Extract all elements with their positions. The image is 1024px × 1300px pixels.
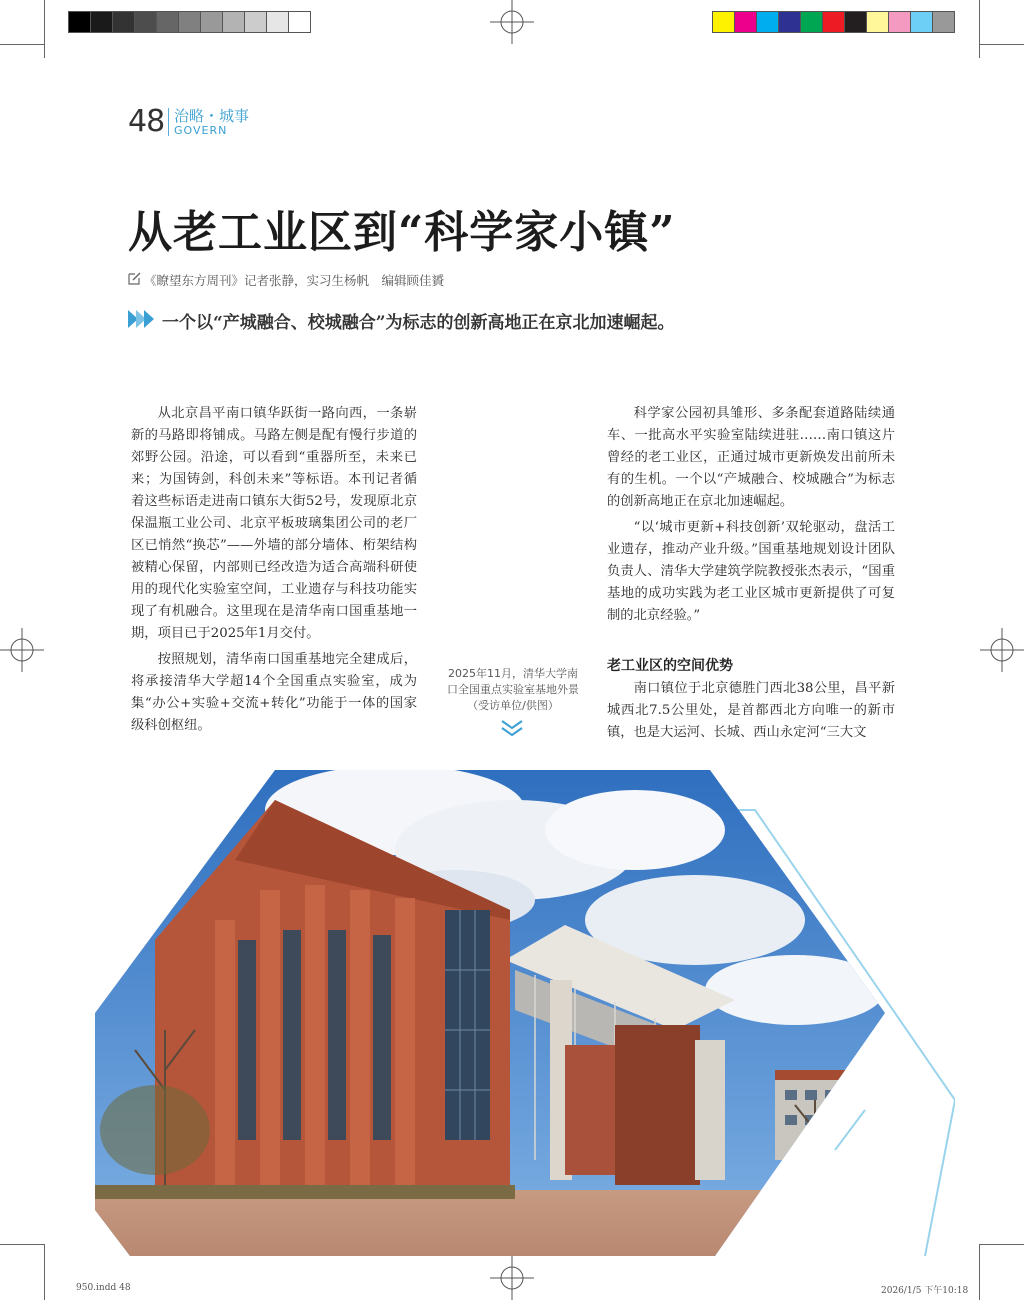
body-paragraph: 从北京昌平南口镇华跃街一路向西，一条崭新的马路即将铺成。马路左侧是配有慢行步道的郊野公园。沿途，可以看到“重器所至，未来已来；为国铸剑，科创未来”等标语。本刊记者循着这些标语走进南口镇东大街52号，发现原北京保温瓶工业公司、北京平板玻璃集团公司的老厂区已悄然“换芯”——外墙的部分墙体、桁架结构被精心保留，内部则已经改造为适合高端科研使用的现代化实验室空间，工业遗存与科技功能实现了有机融合。这里现在是清华南口国重基地一期，项目已于2025年1月交付。 — [131, 406, 417, 641]
article-lead: 一个以“产城融合、校城融合”为标志的创新高地正在京北加速崛起。 — [162, 313, 675, 333]
footer-timestamp: 2026/1/5 下午10:18 — [881, 1286, 969, 1296]
byline: 《瞭望东方周刊》记者张静，实习生杨帆 编辑顾佳贇 — [144, 273, 445, 288]
photo-caption: 2025年11月，清华大学南口全国重点实验室基地外景（受访单位/供图） — [447, 667, 579, 712]
registration-mark-icon — [980, 628, 1024, 672]
double-chevron-right-icon — [128, 310, 154, 328]
body-column-right — [607, 403, 895, 627]
body-column-right-lower — [607, 656, 895, 744]
body-paragraph: 科学家公园初具雏形、多条配套道路陆续通车、一批高水平实验室陆续进驻……南口镇这片曾经的老工业区，正通过城市更新焕发出前所未有的生机。一个以“产城融合、校城融合”为标志的创新高地正在京北加速崛起。 — [607, 406, 895, 509]
section-subtitle: GOVERN — [174, 124, 228, 137]
footer-file-name: 950.indd 48 — [76, 1283, 131, 1293]
section-subheading: 老工业区的空间优势 — [607, 658, 733, 674]
edit-icon — [128, 272, 141, 285]
registration-mark-icon — [490, 0, 534, 44]
double-chevron-down-icon — [500, 718, 524, 738]
body-paragraph: 南口镇位于北京德胜门西北38公里，昌平新城西北7.5公里处，是首都西北方向唯一的新市镇，也是大运河、长城、西山永定河“三大文 — [607, 681, 895, 740]
registration-mark-icon — [490, 1256, 534, 1300]
body-paragraph: 按照规划，清华南口国重基地完全建成后，将承接清华大学超14个全国重点实验室，成为集“办公+实验+交流+转化”功能于一体的国家级科创枢纽。 — [131, 652, 417, 733]
building-photo — [95, 770, 955, 1256]
page-number: 48 — [128, 104, 165, 139]
section-title: 治略・城事 — [174, 107, 250, 125]
registration-mark-icon — [0, 628, 44, 672]
body-column-left — [131, 403, 417, 737]
article-title: 从老工业区到“科学家小镇” — [128, 207, 676, 258]
body-paragraph: “以‘城市更新+科技创新’双轮驱动，盘活工业遗存，推动产业升级。”国重基地规划设计团队负责人、清华大学建筑学院教授张杰表示，“国重基地的成功实践为老工业区城市更新提供了可复制的北京经验。” — [607, 520, 895, 623]
section-divider — [168, 108, 169, 136]
